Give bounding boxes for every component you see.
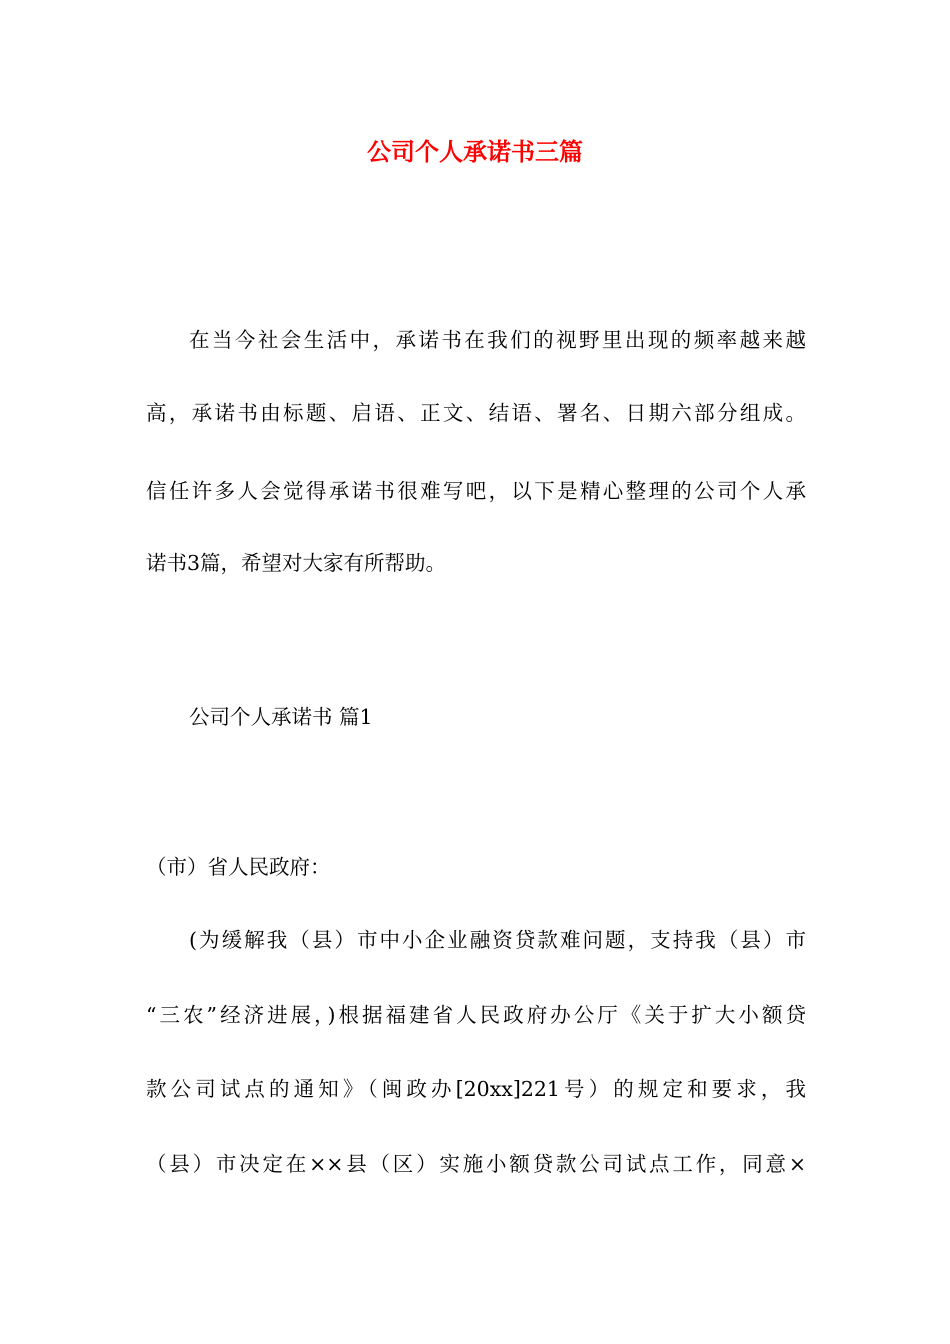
body-line: (为缓解我（县）市中小企业融资贷款难问题，支持我（县）市 bbox=[189, 928, 806, 952]
document-title: 公司个人承诺书三篇 bbox=[367, 137, 583, 166]
intro-line: 诺书3篇，希望对大家有所帮助。 bbox=[146, 551, 447, 575]
salutation: （市）省人民政府： bbox=[146, 855, 331, 879]
intro-line: 高，承诺书由标题、启语、正文、结语、署名、日期六部分组成。 bbox=[146, 401, 806, 425]
intro-line: 信任许多人会觉得承诺书很难写吧，以下是精心整理的公司个人承 bbox=[146, 479, 806, 503]
section-heading: 公司个人承诺书 篇1 bbox=[189, 705, 373, 729]
body-line: “三农”经济进展，)根据福建省人民政府办公厅《关于扩大小额贷 bbox=[146, 1003, 806, 1027]
body-line: （县）市决定在××县（区）实施小额贷款公司试点工作，同意× bbox=[146, 1152, 806, 1176]
intro-line: 在当今社会生活中，承诺书在我们的视野里出现的频率越来越 bbox=[189, 328, 806, 352]
body-line: 款公司试点的通知》（闽政办[20xx]221号）的规定和要求，我 bbox=[146, 1077, 806, 1101]
